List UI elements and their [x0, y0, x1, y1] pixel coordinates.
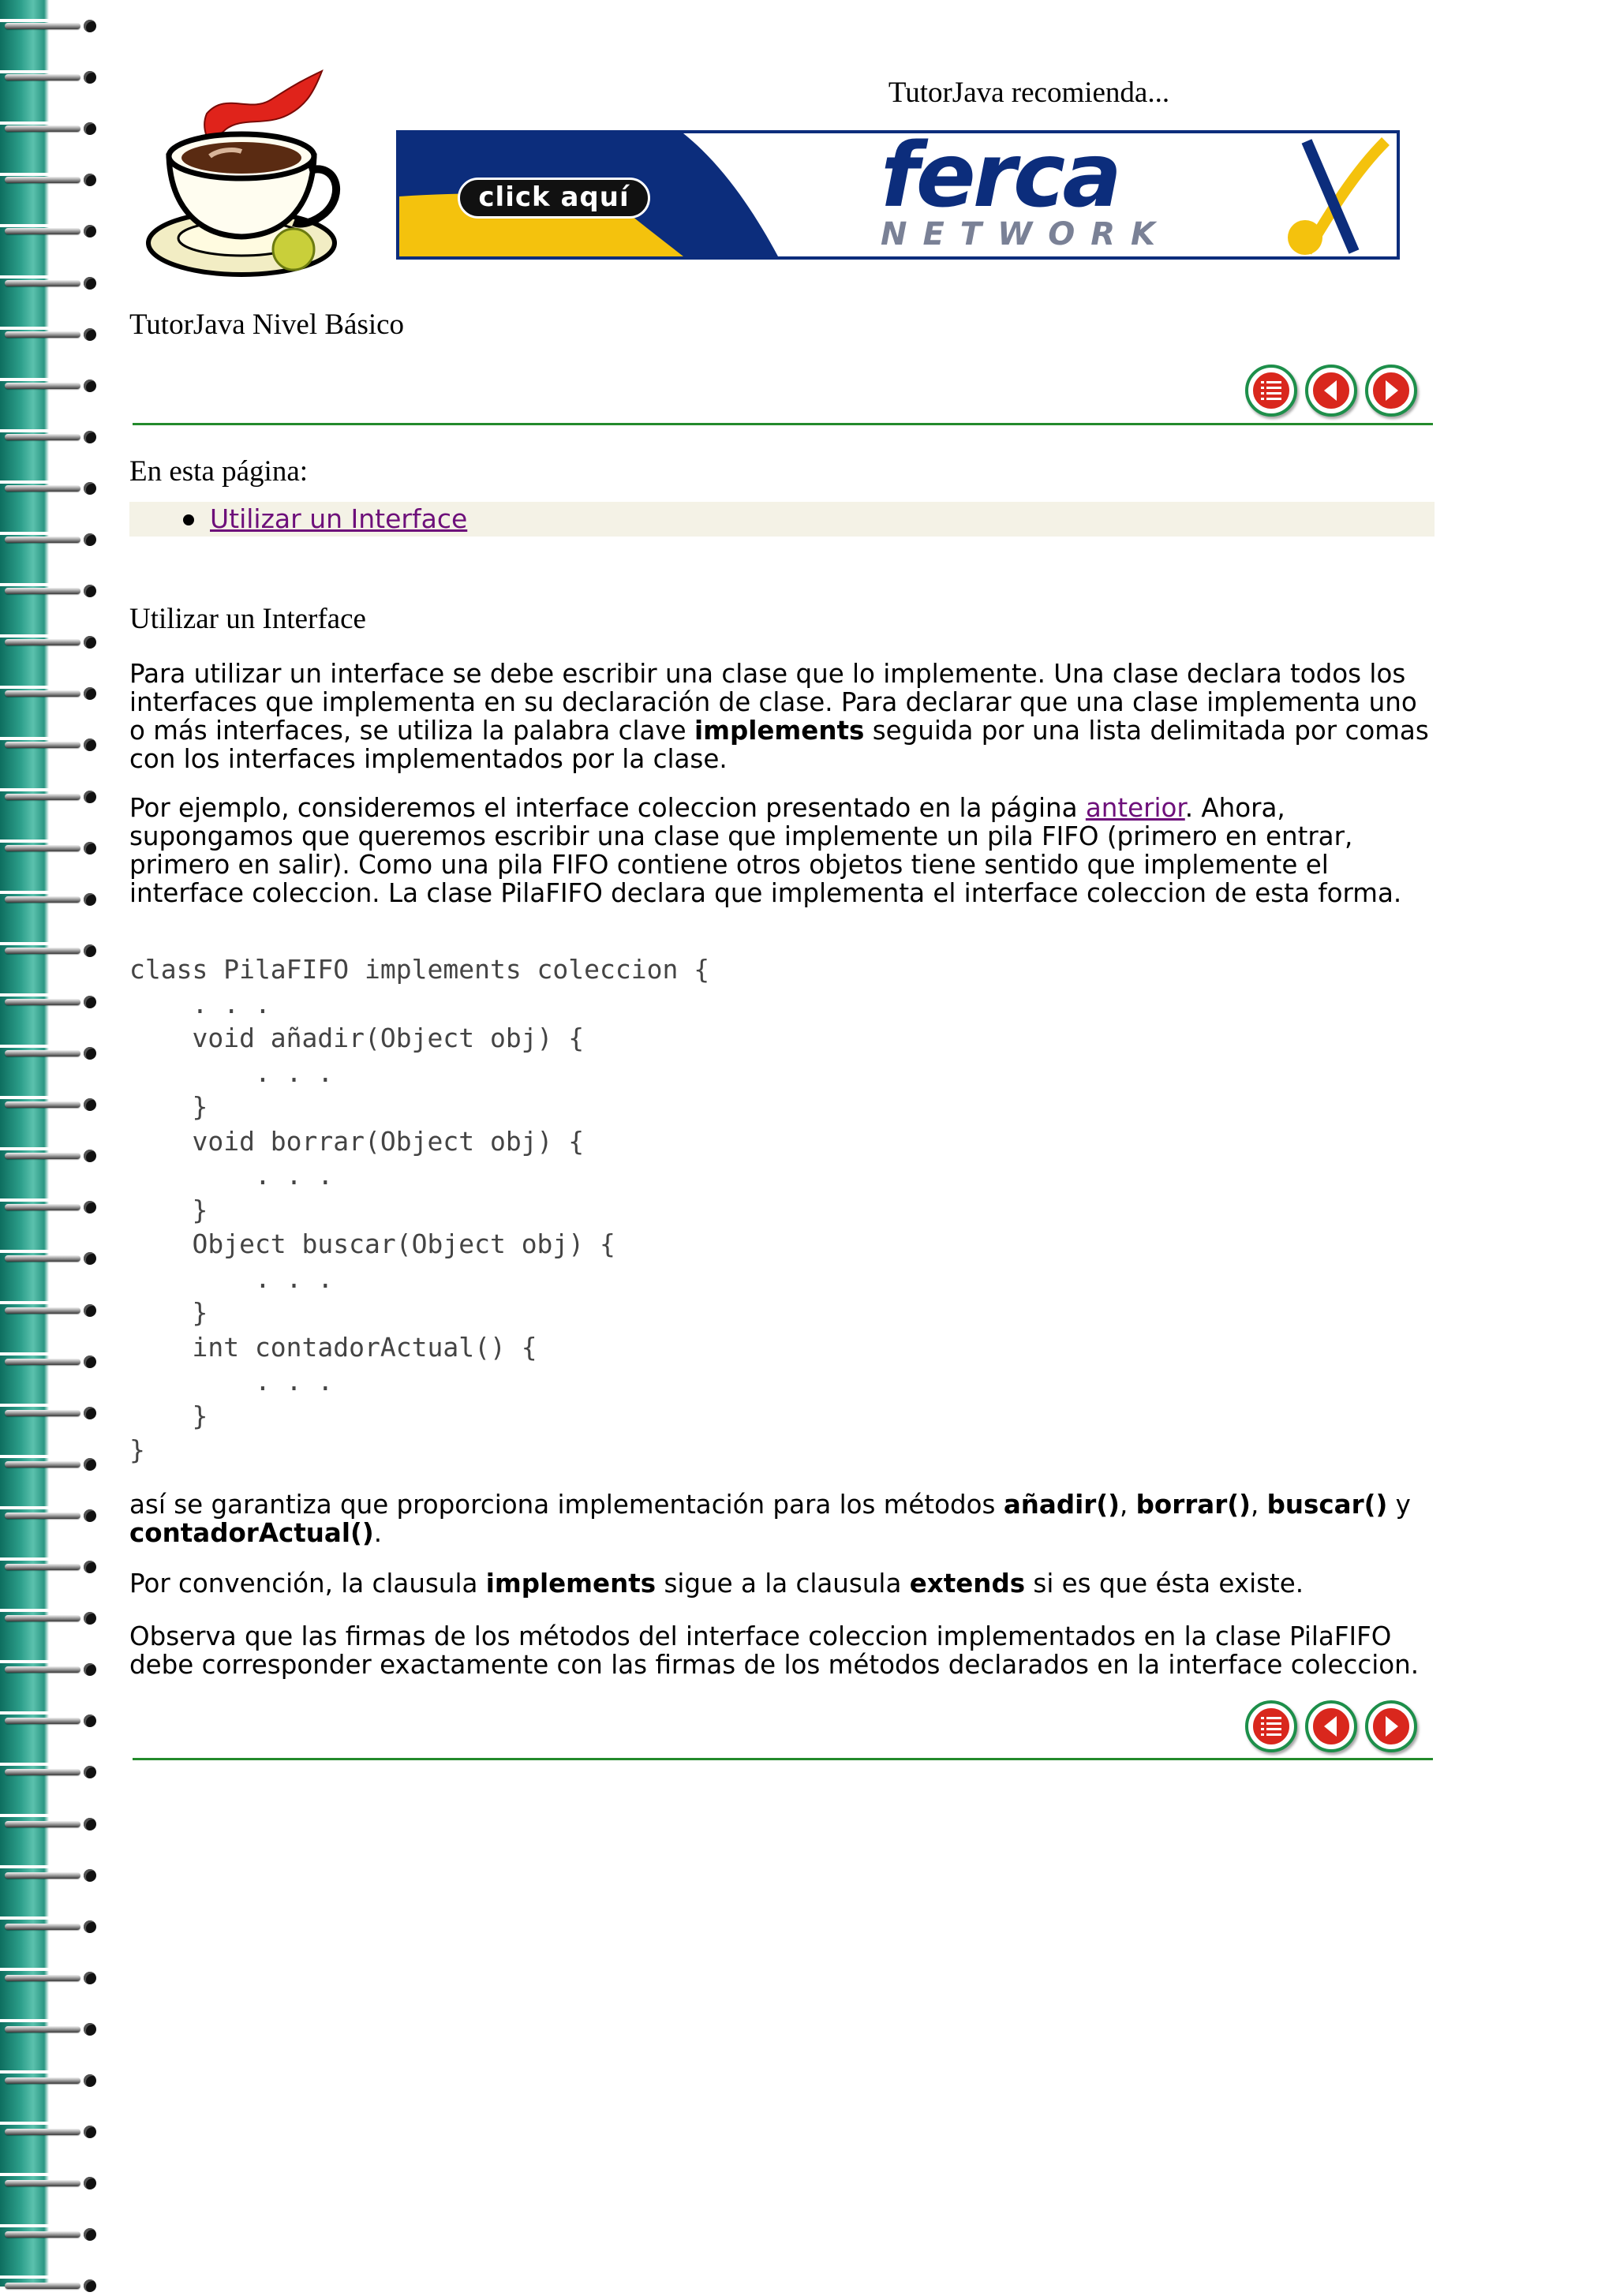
coil-wire: [5, 588, 80, 594]
bullet-icon: [183, 514, 194, 525]
keyword-implements: implements: [694, 716, 865, 746]
bottom-nav: [1245, 1700, 1435, 1762]
coil-hole: [84, 636, 96, 649]
on-this-page-heading: En esta página:: [129, 455, 309, 488]
section-title: Utilizar un Interface: [129, 603, 366, 635]
binding-coil: [5, 67, 99, 88]
coil-hole: [84, 1407, 96, 1419]
coil-hole: [84, 2228, 96, 2241]
coil-hole: [84, 739, 96, 751]
binding-coil: [5, 118, 99, 139]
coil-hole: [84, 1561, 96, 1573]
binding-coil: [5, 632, 99, 653]
binding-coil: [5, 683, 99, 704]
coil-hole: [84, 996, 96, 1008]
left-arrow-icon: [1321, 1715, 1341, 1738]
binding-coil: [5, 1043, 99, 1064]
binding-coil: [5, 1762, 99, 1782]
paragraph-guarantee: así se garantiza que proporciona implementación para los métodos añadir(), borrar(), buscar() y contadorActual().: [129, 1490, 1411, 1548]
paragraph-convention: Por convención, la clausula implements sigue a la clausula extends si es que ésta existe.: [129, 1569, 1304, 1599]
coil-wire: [5, 999, 80, 1005]
binding-coil: [5, 1865, 99, 1886]
ferca-banner-ad[interactable]: [396, 130, 1400, 260]
banner-cta-button[interactable]: click aquí: [458, 178, 650, 219]
binding-coil: [5, 1403, 99, 1423]
coil-hole: [84, 1201, 96, 1213]
binding-coil: [5, 1711, 99, 1731]
coil-wire: [5, 1307, 80, 1314]
index-button[interactable]: [1245, 365, 1297, 417]
coil-hole: [84, 585, 96, 597]
coil-wire: [5, 280, 80, 286]
coil-wire: [5, 1718, 80, 1724]
binding-coil: [5, 787, 99, 807]
coil-wire: [5, 896, 80, 903]
coil-wire: [5, 331, 80, 338]
coil-wire: [5, 1101, 80, 1108]
binding-coil: [5, 581, 99, 601]
coil-hole: [84, 1304, 96, 1317]
binding-coil: [5, 221, 99, 241]
next-page-button[interactable]: [1365, 365, 1417, 417]
coil-hole: [84, 1252, 96, 1265]
coil-hole: [84, 71, 96, 84]
coil-hole: [84, 20, 96, 32]
next-page-button-bottom[interactable]: [1365, 1700, 1417, 1752]
coil-wire: [5, 1204, 80, 1210]
coil-wire: [5, 1564, 80, 1570]
coil-wire: [5, 2077, 80, 2084]
coffee-cup-logo: [139, 68, 341, 279]
coil-hole: [84, 791, 96, 803]
paragraph-signatures: Observa que las firmas de los métodos del interface coleccion implementados en la clase PilaFIFO debe corresponder exactamente con las firmas de los métodos declarados en la interface coleccion.: [129, 1621, 1420, 1680]
coil-hole: [84, 1972, 96, 1984]
index-button-bottom[interactable]: [1245, 1700, 1297, 1752]
banner-brand-sub: NETWORK: [881, 216, 1172, 252]
coil-hole: [84, 1458, 96, 1471]
coil-hole: [84, 842, 96, 854]
binding-coil: [5, 2070, 99, 2091]
coil-wire: [5, 23, 80, 29]
coil-hole: [84, 277, 96, 290]
coil-wire: [5, 845, 80, 851]
coil-wire: [5, 1975, 80, 1981]
coil-wire: [5, 1513, 80, 1519]
coil-hole: [84, 944, 96, 957]
binding-coil: [5, 992, 99, 1012]
coil-wire: [5, 1153, 80, 1159]
binding-coil: [5, 2122, 99, 2142]
binding-coil: [5, 1248, 99, 1269]
coil-hole: [84, 1612, 96, 1625]
binding-coil: [5, 1557, 99, 1577]
spiral-binding: [0, 0, 103, 2287]
coil-hole: [84, 122, 96, 135]
coil-wire: [5, 2231, 80, 2238]
coil-hole: [84, 1356, 96, 1368]
coil-hole: [84, 482, 96, 495]
binding-coil: [5, 1094, 99, 1115]
coil-hole: [84, 431, 96, 443]
coil-hole: [84, 2074, 96, 2087]
list-icon: [1259, 1715, 1283, 1738]
coil-wire: [5, 2129, 80, 2135]
coil-wire: [5, 1924, 80, 1930]
coil-wire: [5, 1821, 80, 1827]
coil-wire: [5, 383, 80, 389]
right-arrow-icon: [1381, 1715, 1401, 1738]
coil-hole: [84, 2126, 96, 2138]
coil-wire: [5, 1255, 80, 1262]
coil-wire: [5, 228, 80, 234]
coil-wire: [5, 948, 80, 954]
binding-coil: [5, 1916, 99, 1937]
coil-wire: [5, 639, 80, 645]
coil-hole: [84, 2177, 96, 2189]
binding-coil: [5, 478, 99, 499]
coil-wire: [5, 1615, 80, 1621]
coil-hole: [84, 380, 96, 392]
coil-wire: [5, 794, 80, 800]
coil-hole: [84, 2023, 96, 2036]
binding-coil: [5, 529, 99, 550]
binding-coil: [5, 1197, 99, 1217]
right-arrow-icon: [1381, 379, 1401, 402]
coil-wire: [5, 434, 80, 440]
binding-coil: [5, 1454, 99, 1475]
coil-hole: [84, 1920, 96, 1933]
binding-coil: [5, 1352, 99, 1372]
binding-coil: [5, 1608, 99, 1629]
recommendation-text: TutorJava recomienda...: [888, 77, 1170, 109]
binding-coil: [5, 2019, 99, 2040]
coil-hole: [84, 1818, 96, 1830]
previous-page-button-bottom[interactable]: [1305, 1700, 1357, 1752]
binding-coil: [5, 1300, 99, 1321]
coil-wire: [5, 742, 80, 748]
toc-link-utilizar-interface[interactable]: Utilizar un Interface: [210, 503, 468, 534]
coil-wire: [5, 1666, 80, 1673]
binding-coil: [5, 940, 99, 961]
previous-page-button[interactable]: [1305, 365, 1357, 417]
coil-wire: [5, 1410, 80, 1416]
coil-wire: [5, 537, 80, 543]
coil-hole: [84, 687, 96, 700]
binding-coil: [5, 1968, 99, 1988]
coil-hole: [84, 893, 96, 906]
coil-hole: [84, 1098, 96, 1111]
coil-hole: [84, 2279, 96, 2292]
coil-wire: [5, 2180, 80, 2186]
link-anterior[interactable]: anterior: [1085, 793, 1185, 823]
top-nav: [1245, 365, 1435, 426]
coil-wire: [5, 177, 80, 183]
binding-coil: [5, 838, 99, 858]
coil-hole: [84, 225, 96, 237]
binding-coil: [5, 427, 99, 447]
coil-hole: [84, 1150, 96, 1162]
binding-coil: [5, 2224, 99, 2245]
coil-wire: [5, 485, 80, 492]
coil-wire: [5, 125, 80, 132]
coil-wire: [5, 1050, 80, 1056]
left-arrow-icon: [1321, 379, 1341, 402]
coil-wire: [5, 1769, 80, 1775]
coil-wire: [5, 1872, 80, 1879]
binding-coil: [5, 1659, 99, 1680]
paragraph-example: Por ejemplo, consideremos el interface coleccion presentado en la página anterior. Ahora, supongamos que queremos escribir una clase que implemente un pila FIFO (primero en entrar, primero en salir). Como una pila FIFO contiene otros objetos tiene sentido que implemente el interface coleccion. La clase PilaFIFO declara que implementa el interface coleccion de esta forma.: [129, 793, 1402, 908]
binding-coil: [5, 170, 99, 190]
coil-hole: [84, 1663, 96, 1676]
bottom-divider: [133, 1758, 1433, 1760]
coil-hole: [84, 1047, 96, 1060]
coil-hole: [84, 1715, 96, 1727]
banner-brand: ferca: [881, 130, 1119, 227]
binding-coil: [5, 1505, 99, 1526]
paragraph-intro: Para utilizar un interface se debe escribir una clase que lo implemente. Una clase declara todos los interfaces que implementa en su declaración de clase. Para declarar que una clase implementa uno o más interfaces, se utiliza la palabra clave implements seguida por una lista delimitada por comas con los interfaces implementados por la clase.: [129, 659, 1429, 774]
coil-hole: [84, 1766, 96, 1778]
coil-wire: [5, 74, 80, 80]
coil-wire: [5, 2283, 80, 2289]
coil-hole: [84, 174, 96, 186]
list-icon: [1259, 379, 1283, 402]
binding-coil: [5, 1814, 99, 1834]
binding-coil: [5, 376, 99, 396]
coil-wire: [5, 2026, 80, 2032]
coil-hole: [84, 1509, 96, 1522]
code-block: class PilaFIFO implements coleccion { . . . void añadir(Object obj) { . . . } void borrar(Object obj) { . . . } Object buscar(Object obj) { . . . } int contadorActual() { . . . } }: [129, 954, 710, 1465]
coil-hole: [84, 533, 96, 546]
binding-coil: [5, 1146, 99, 1166]
binding-coil: [5, 889, 99, 910]
coil-wire: [5, 1461, 80, 1468]
binding-coil: [5, 273, 99, 294]
binding-coil: [5, 16, 99, 36]
binding-coil: [5, 2275, 99, 2296]
course-title: TutorJava Nivel Básico: [129, 309, 405, 341]
top-divider: [133, 423, 1433, 425]
table-of-contents: [129, 502, 1435, 537]
coil-hole: [84, 1869, 96, 1882]
binding-coil: [5, 735, 99, 755]
coil-hole: [84, 328, 96, 341]
binding-coil: [5, 324, 99, 345]
coil-wire: [5, 690, 80, 697]
binding-coil: [5, 2173, 99, 2193]
coil-wire: [5, 1359, 80, 1365]
